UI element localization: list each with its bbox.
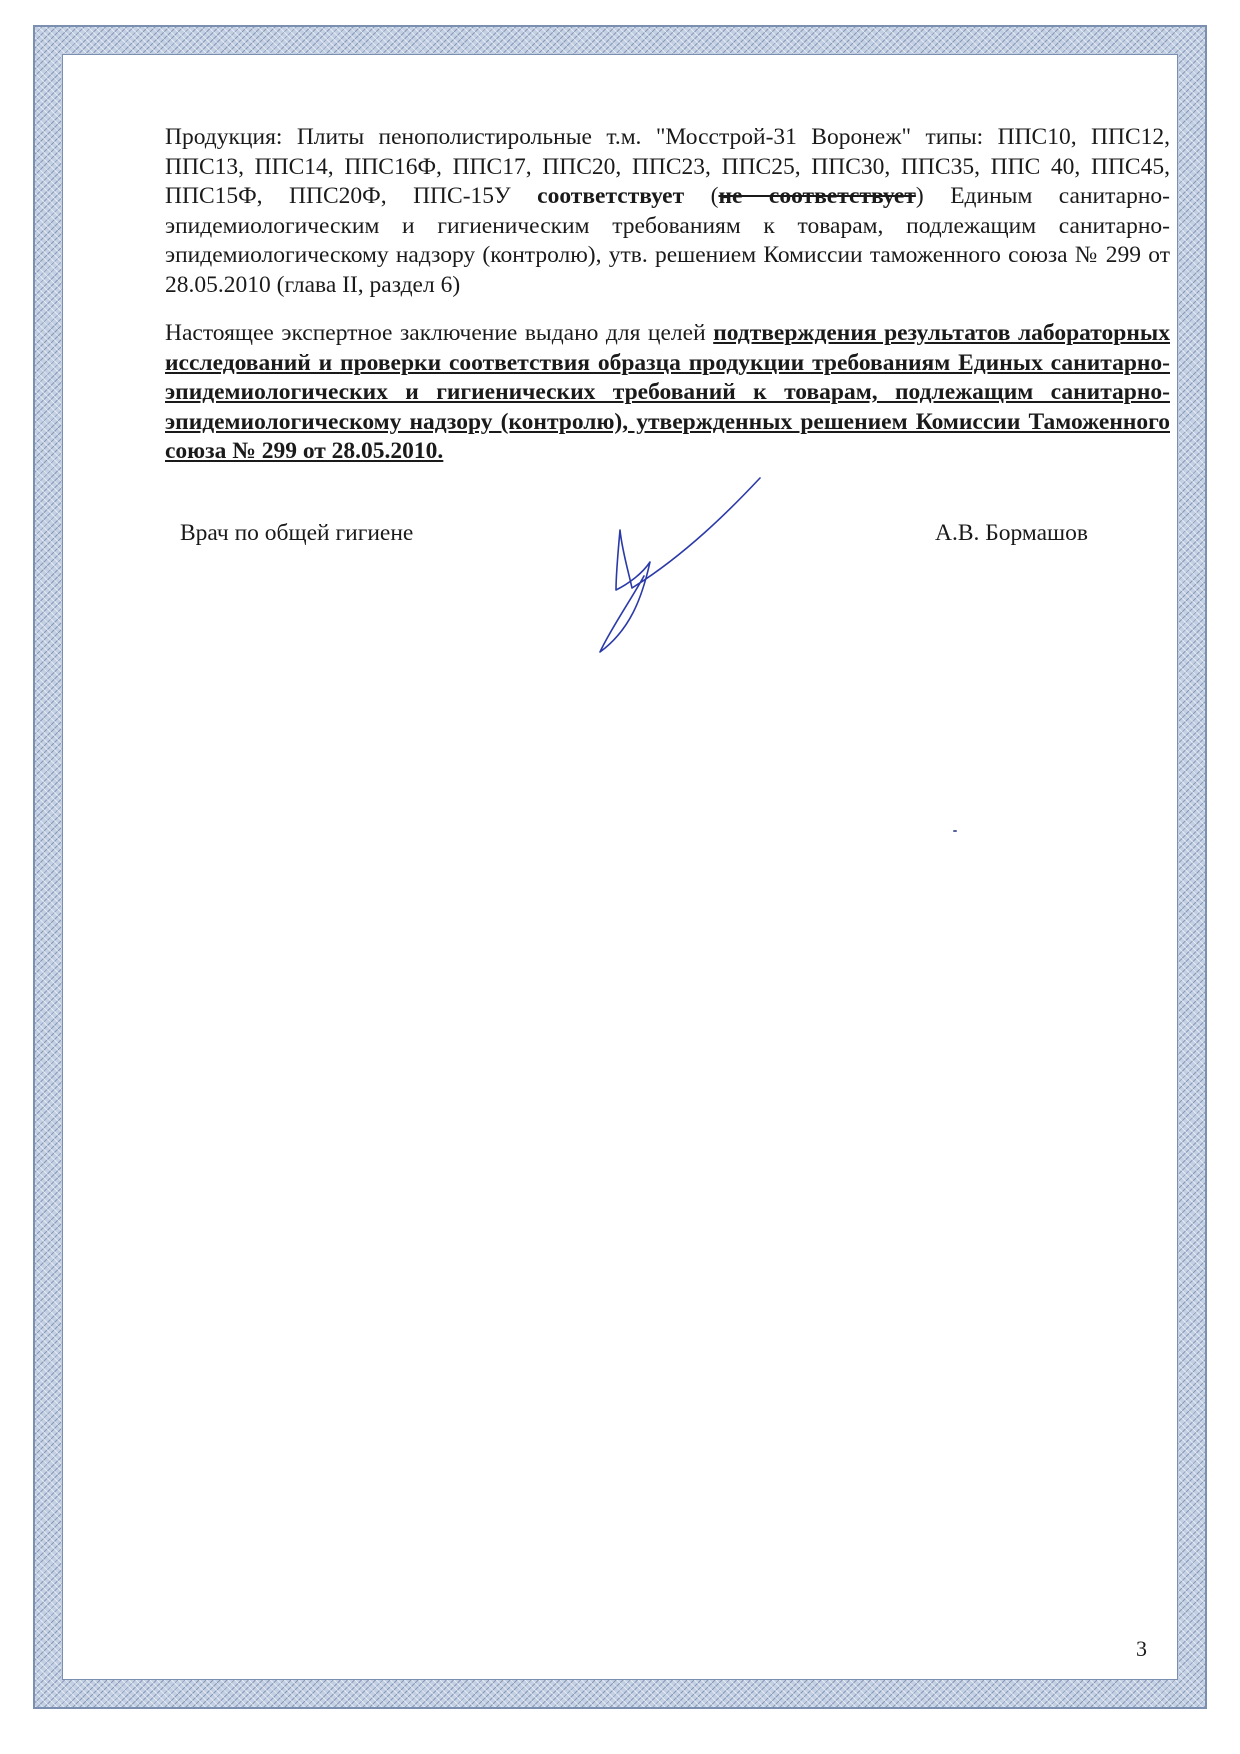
handwritten-signature	[580, 470, 780, 660]
not-conforms-struck-text: не соответствует	[718, 183, 916, 209]
product-description-text: Продукция: Плиты пенополистирольные т.м. "Мосстрой-31 Воронеж" типы: ППС10, ППС12, ППС13, ППС14, ППС16Ф, ППС17, ППС20, ППС23, ППС25, ППС30, ППС35, ППС 40, ППС45, ППС15Ф, ППС20Ф, ППС-15У	[165, 124, 1170, 209]
conforms-text: соответствует	[537, 183, 685, 209]
paren-open: (	[684, 183, 719, 209]
purpose-intro-text: Настоящее экспертное заключение выдано для целей	[165, 320, 714, 346]
page-number: 3	[1136, 1636, 1147, 1661]
ink-mark	[953, 830, 957, 832]
regulation-reference-text: ) Единым санитарно-эпидемиологическим и гигиеническим требованиям к товарам, подлежащим санитарно-эпидемиологическому надзору (контролю), утв. решением Комиссии таможенного союза № 299 от 28.05.2010 (глава II, раздел 6)	[165, 183, 1170, 298]
purpose-paragraph	[165, 319, 1170, 467]
purpose-underlined-text: подтверждения результатов лабораторных исследований и проверки соответствия образца продукции требованиям Единых санитарно-эпидемиологических и гигиенических требований к товарам, подлежащим санитарно-эпидемиологическому надзору (контролю), утвержденных решением Комиссии Таможенного союза № 299 от 28.05.2010.	[165, 320, 1171, 464]
product-conformity-paragraph	[165, 123, 1170, 300]
signatory-position: Врач по общей гигиене	[180, 520, 414, 546]
signatory-name: А.В. Бормашов	[935, 520, 1088, 546]
